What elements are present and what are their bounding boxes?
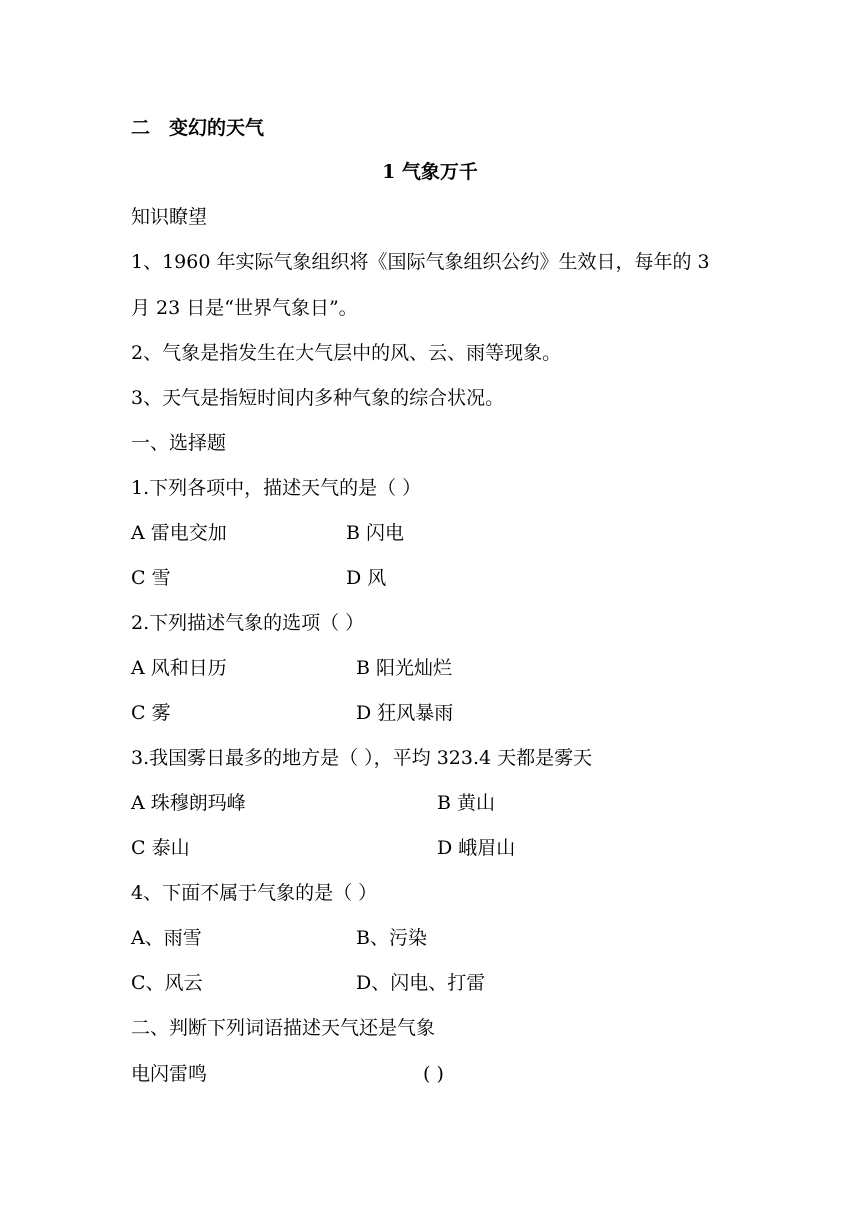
question-1-option-b: B 闪电 <box>346 522 405 544</box>
section-heading <box>131 116 264 140</box>
knowledge-heading: 知识瞭望 <box>131 206 208 228</box>
question-1-option-c: C 雪 <box>131 567 171 589</box>
question-2-option-b: B 阳光灿烂 <box>356 657 453 679</box>
knowledge-item-3: 3、天气是指短时间内多种气象的综合状况。 <box>131 387 505 409</box>
question-1-option-d: D 风 <box>346 567 387 589</box>
question-4-option-c: C、风云 <box>131 972 203 994</box>
knowledge-item-2: 2、气象是指发生在大气层中的风、云、雨等现象。 <box>131 342 562 364</box>
judge-item-1-term: 电闪雷鸣 <box>131 1063 208 1085</box>
question-2-option-d: D 狂风暴雨 <box>356 702 454 724</box>
question-3-option-d: D 峨眉山 <box>437 837 516 859</box>
part1-heading: 一、选择题 <box>131 432 227 454</box>
question-1-option-a: A 雷电交加 <box>131 522 227 544</box>
question-3-option-c: C 泰山 <box>131 837 190 859</box>
section-number: 二 <box>131 117 151 139</box>
knowledge-item-1-line-1: 1、1960 年实际气象组织将《国际气象组织公约》生效日，每年的 3 <box>131 251 710 273</box>
knowledge-item-1-line-2: 月 23 日是“世界气象日”。 <box>131 297 358 319</box>
section-title: 变幻的天气 <box>169 117 265 139</box>
question-4-option-a: A、雨雪 <box>131 927 202 949</box>
question-2-option-a: A 风和日历 <box>131 657 227 679</box>
lesson-title: 1 气象万千 <box>382 161 478 183</box>
question-2-option-c: C 雾 <box>131 702 171 724</box>
question-2-stem: 2.下列描述气象的选项（ ） <box>131 612 365 634</box>
question-3-option-b: B 黄山 <box>437 792 496 814</box>
question-3-option-a: A 珠穆朗玛峰 <box>131 792 246 814</box>
question-4-stem: 4、下面不属于气象的是（ ） <box>131 882 378 904</box>
question-1-stem: 1.下列各项中，描述天气的是（ ） <box>131 477 422 499</box>
question-4-option-b: B、污染 <box>356 927 427 949</box>
judge-item-1-blank: ( ) <box>423 1063 444 1085</box>
question-4-option-d: D、闪电、打雷 <box>356 972 486 994</box>
question-3-stem: 3.我国雾日最多的地方是（ ），平均 323.4 天都是雾天 <box>131 747 593 769</box>
part2-heading: 二、判断下列词语描述天气还是气象 <box>131 1017 436 1039</box>
